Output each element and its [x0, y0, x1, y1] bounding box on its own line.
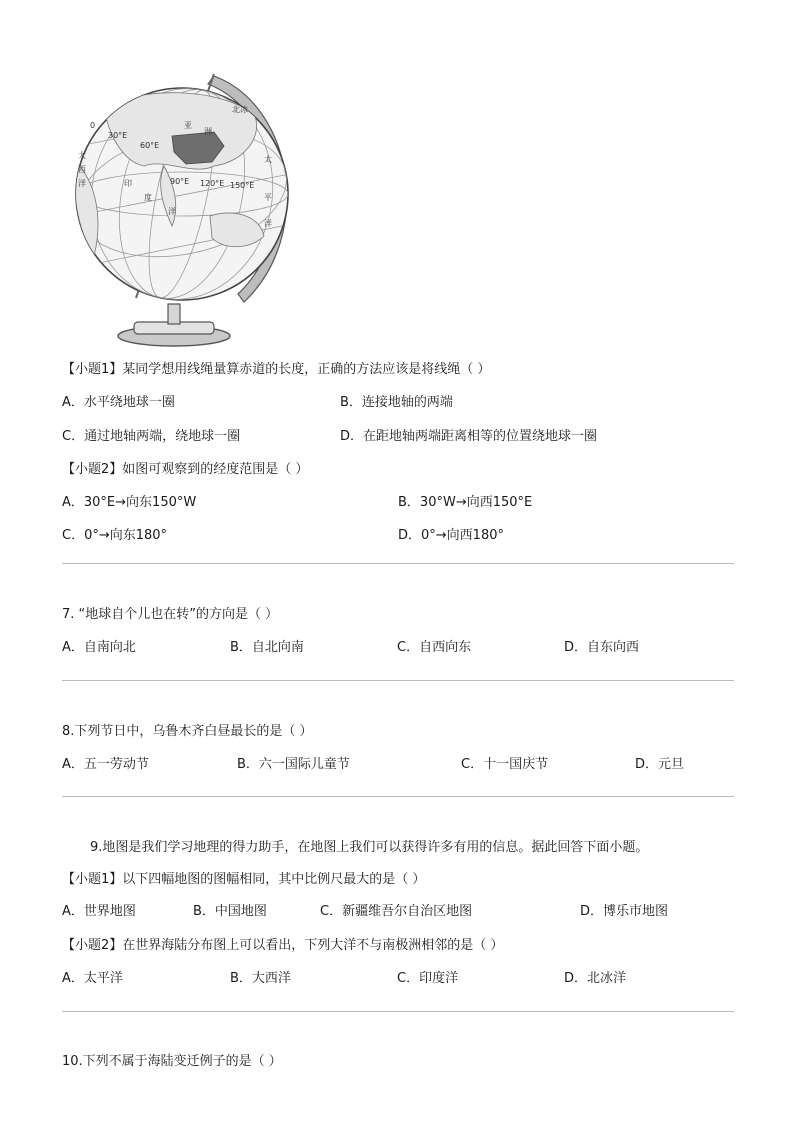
q8-stem: 8.下列节日中，乌鲁木齐白昼最长的是（ ）	[62, 724, 313, 739]
globe-label: 30°E	[108, 131, 128, 140]
globe-label: 洋	[168, 207, 176, 216]
q7-option-c[interactable]: C．自西向东	[397, 640, 472, 655]
globe-label: 西	[78, 165, 86, 174]
q9-sub2-option-d[interactable]: D．北冰洋	[564, 971, 627, 986]
globe-illustration	[64, 66, 304, 350]
q9-sub2-stem: 【小题2】在世界海陆分布图上可以看出，下列大洋不与南极洲相邻的是（ ）	[62, 938, 504, 953]
q6-sub1-option-a[interactable]: A．水平绕地球一圈	[62, 395, 175, 410]
q8-option-d[interactable]: D．元旦	[635, 757, 685, 772]
q8-option-c[interactable]: C．十一国庆节	[461, 757, 549, 772]
globe-label: 北冰	[232, 105, 248, 114]
globe-label: 亚	[184, 121, 192, 130]
globe-label: 太	[264, 155, 272, 164]
q6-sub2-option-c[interactable]: C．0°→向东180°	[62, 528, 168, 543]
globe-label: 大	[78, 151, 86, 160]
divider	[62, 1011, 734, 1012]
globe-label: 0	[90, 121, 96, 130]
divider	[62, 796, 734, 797]
q10-stem: 10.下列不属于海陆变迁例子的是（ ）	[62, 1054, 282, 1069]
q6-sub2-option-b[interactable]: B．30°W→向西150°E	[398, 495, 533, 510]
q6-sub2-stem: 【小题2】如图可观察到的经度范围是（ ）	[62, 462, 309, 477]
q9-sub2-option-b[interactable]: B．大西洋	[230, 971, 291, 986]
globe-label: 120°E	[200, 179, 225, 188]
q9-stem: 9.地图是我们学习地理的得力助手，在地图上我们可以获得许多有用的信息。据此回答下面小题。	[90, 840, 649, 855]
q6-sub1-option-b[interactable]: B．连接地轴的两端	[340, 395, 453, 410]
q6-sub2-option-a[interactable]: A．30°E→向东150°W	[62, 495, 197, 510]
q9-sub2-option-c[interactable]: C．印度洋	[397, 971, 459, 986]
q7-stem: 7. “地球自个儿也在转”的方向是（ ）	[62, 607, 279, 622]
globe-label: 洲	[204, 127, 212, 136]
globe-label: 平	[264, 193, 272, 202]
globe-label: 150°E	[230, 181, 255, 190]
globe-label: 60°E	[140, 141, 160, 150]
q7-option-a[interactable]: A．自南向北	[62, 640, 136, 655]
globe-label: 度	[144, 193, 152, 202]
globe-stem	[168, 304, 180, 324]
q6-sub1-stem: 【小题1】某同学想用线绳量算赤道的长度，正确的方法应该是将线绳（ ）	[62, 362, 491, 377]
q7-option-b[interactable]: B．自北向南	[230, 640, 304, 655]
q9-sub1-option-b[interactable]: B．中国地图	[193, 904, 267, 919]
q9-sub1-stem: 【小题1】以下四幅地图的图幅相同，其中比例尺最大的是（ ）	[62, 872, 426, 887]
q8-option-a[interactable]: A．五一劳动节	[62, 757, 149, 772]
q9-sub2-option-a[interactable]: A．太平洋	[62, 971, 123, 986]
q6-sub1-option-c[interactable]: C．通过地轴两端，绕地球一圈	[62, 429, 241, 444]
q6-sub2-option-d[interactable]: D．0°→向西180°	[398, 528, 504, 543]
q8-option-b[interactable]: B．六一国际儿童节	[237, 757, 350, 772]
q9-sub1-option-c[interactable]: C．新疆维吾尔自治区地图	[320, 904, 473, 919]
q7-option-d[interactable]: D．自东向西	[564, 640, 640, 655]
q6-sub1-option-d[interactable]: D．在距地轴两端距离相等的位置绕地球一圈	[340, 429, 598, 444]
q9-sub1-option-a[interactable]: A．世界地图	[62, 904, 136, 919]
divider	[62, 680, 734, 681]
globe-label: 印	[124, 179, 132, 188]
divider	[62, 563, 734, 564]
globe-label: 洋	[264, 219, 272, 228]
q9-sub1-option-d[interactable]: D．博乐市地图	[580, 904, 669, 919]
globe-label: 90°E	[170, 177, 190, 186]
globe-label: 洋	[78, 179, 86, 188]
